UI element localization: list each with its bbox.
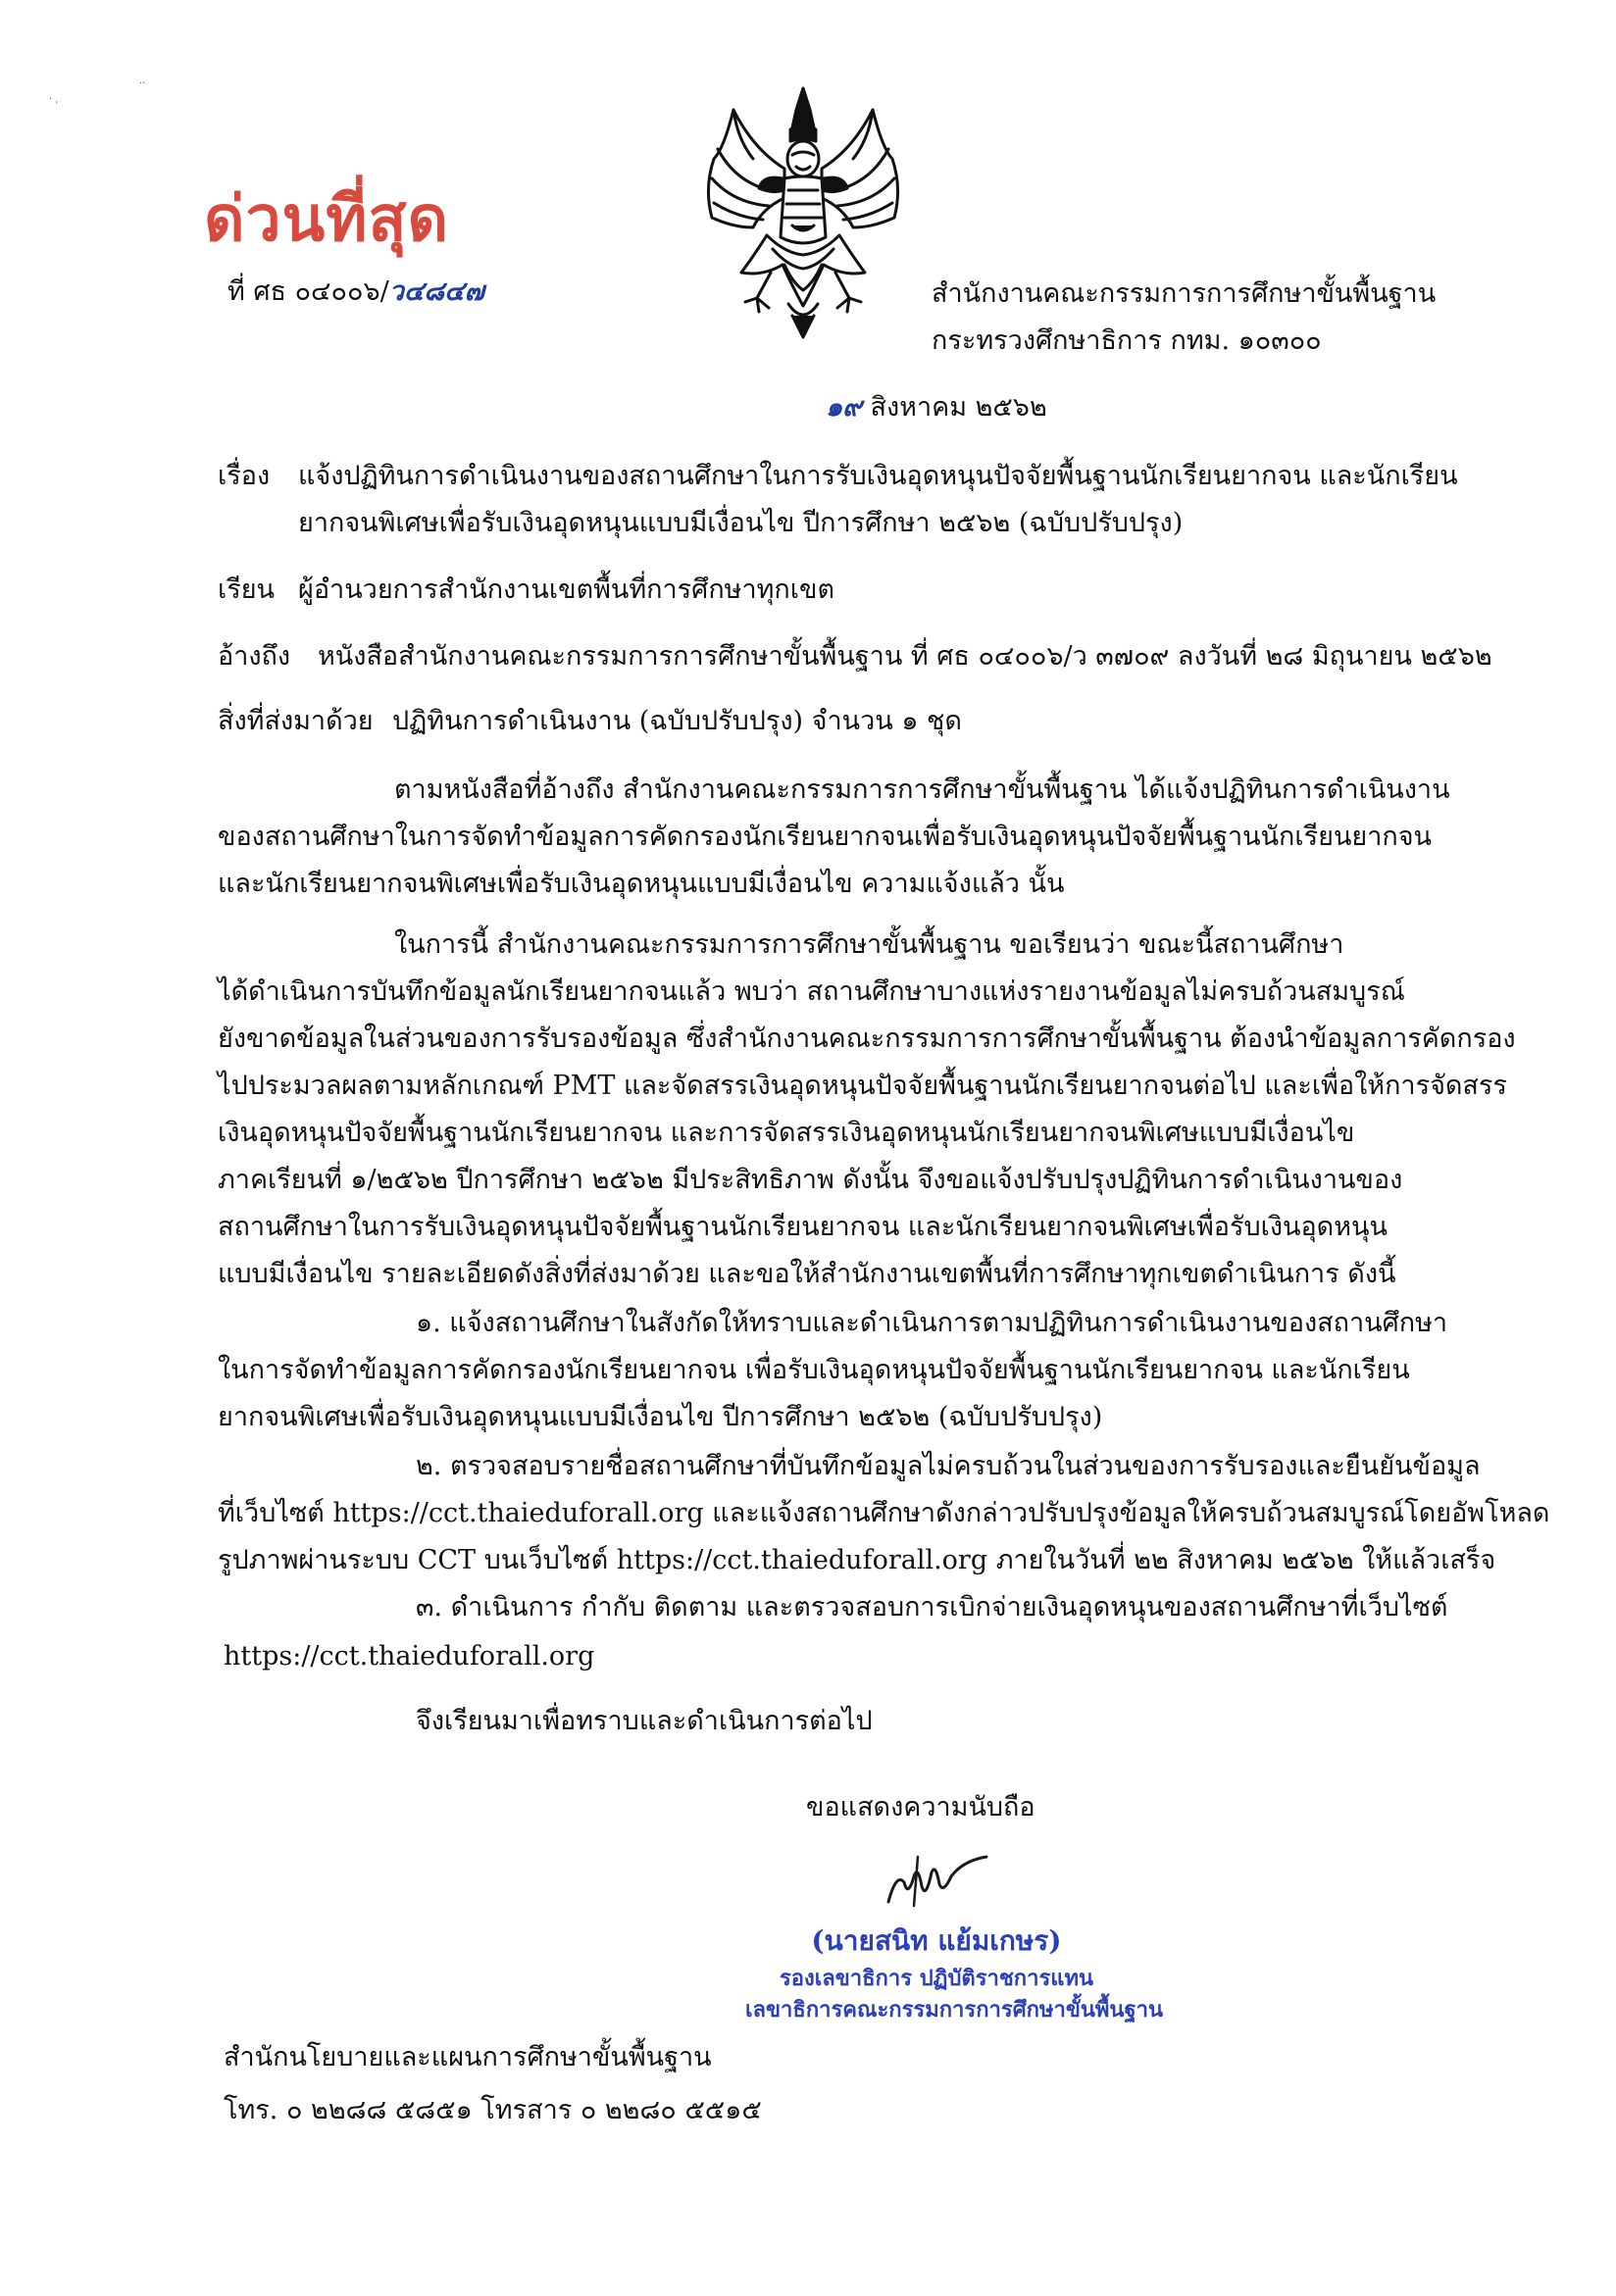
ref-prefix: ที่ ศธ ๐๔๐๐๖/: [227, 276, 389, 307]
body-p2-line-7: สถานศึกษาในการรับเงินอุดหนุนปัจจัยพื้นฐานนักเรียนยากจน และนักเรียนยากจนพิเศษเพื่อรับเงินอุดหนุน: [218, 1212, 1388, 1242]
item-3-line-1: ๓. ดำเนินการ กำกับ ติดตาม และตรวจสอบการเบิกจ่ายเงินอุดหนุนของสถานศึกษาที่เว็บไซต์: [416, 1592, 1448, 1622]
body-p2-line-3: ยังขาดข้อมูลในส่วนของการรับรองข้อมูล ซึ่งสำนักงานคณะกรรมการการศึกษาขั้นพื้นฐาน ต้องนำข้อมูลการคัดกรอง: [218, 1023, 1516, 1054]
item-3-line-2: https://cct.thaieduforall.org: [224, 1641, 595, 1672]
subject-text-1: แจ้งปฏิทินการดำเนินงานของสถานศึกษาในการรับเงินอุดหนุนปัจจัยพื้นฐานนักเรียนยากจน และนักเรียน: [298, 461, 1458, 491]
date-day: ๑๙: [826, 392, 862, 423]
document-date: [826, 384, 1047, 431]
reference-label: อ้างถึง: [218, 641, 291, 672]
footer-office: สำนักนโยบายและแผนการศึกษาขั้นพื้นฐาน: [224, 2042, 712, 2072]
enclosure-value: ปฏิทินการดำเนินงาน (ฉบับปรับปรุง) จำนวน ๑ ชุด: [392, 706, 962, 736]
item-2-line-3: รูปภาพผ่านระบบ CCT บนเว็บไซต์ https://cct.thaieduforall.org ภายในวันที่ ๒๒ สิงหาคม ๒๕๖๒ ให้แล้วเสร็จ: [218, 1545, 1496, 1575]
body-p2-line-1: ในการนี้ สำนักงานคณะกรรมการการศึกษาขั้นพื้นฐาน ขอเรียนว่า ขณะนี้สถานศึกษา: [394, 929, 1344, 960]
org-line-2: กระทรวงศึกษาธิการ กทม. ๑๐๓๐๐: [932, 325, 1322, 356]
urgency-stamp: ด่วนที่สุด: [204, 183, 450, 256]
signatory-name: (นายสนิท แย้มเกษร): [811, 1924, 1062, 1957]
reference: [218, 633, 1492, 680]
footer-contact: โทร. ๐ ๒๒๘๘ ๕๘๕๑ โทรสาร ๐ ๒๒๘๐ ๕๕๑๕: [224, 2095, 762, 2125]
body-p2-line-2: ได้ดำเนินการบันทึกข้อมูลนักเรียนยากจนแล้ว พบว่า สถานศึกษาบางแห่งรายงานข้อมูลไม่ครบถ้วนสมบูรณ์: [218, 976, 1405, 1007]
date-month-year: สิงหาคม ๒๕๖๒: [861, 392, 1047, 423]
org-line-1: สำนักงานคณะกรรมการการศึกษาขั้นพื้นฐาน: [932, 278, 1437, 309]
body-p2-line-5: เงินอุดหนุนปัจจัยพื้นฐานนักเรียนยากจน และการจัดสรรเงินอุดหนุนนักเรียนยากจนพิเศษแบบมีเงื่อนไข: [218, 1118, 1355, 1148]
signatory-position-1: รองเลขาธิการ ปฏิบัติราชการแทน: [779, 1966, 1094, 1991]
subject-line-1: [218, 453, 1458, 500]
item-1-line-1: ๑. แจ้งสถานศึกษาในสังกัดให้ทราบและดำเนินการตามปฏิทินการดำเนินงานของสถานศึกษา: [416, 1308, 1448, 1338]
document-ref: [227, 269, 484, 316]
item-2-line-1: ๒. ตรวจสอบรายชื่อสถานศึกษาที่บันทึกข้อมูลไม่ครบถ้วนในส่วนของการรับรองและยืนยันข้อมูล: [416, 1451, 1481, 1481]
body-p1-line-3: และนักเรียนยากจนพิเศษเพื่อรับเงินอุดหนุนแบบมีเงื่อนไข ความแจ้งแล้ว นั้น: [218, 869, 1065, 899]
regards: ขอแสดงความนับถือ: [806, 1792, 1035, 1822]
scan-speck: · ˌ: [49, 94, 59, 105]
garuda-emblem-icon: [694, 80, 912, 343]
body-p2-line-4: ไปประมวลผลตามหลักเกณฑ์ PMT และจัดสรรเงินอุดหนุนปัจจัยพื้นฐานนักเรียนยากจนต่อไป และเพื่อให้การจัดสรร: [218, 1071, 1507, 1101]
item-2-line-2: ที่เว็บไซต์ https://cct.thaieduforall.org และแจ้งสถานศึกษาดังกล่าวปรับปรุงข้อมูลให้ครบถ้วนสมบูรณ์โดยอัพโหลด: [218, 1498, 1550, 1528]
issuing-org: [932, 271, 1436, 365]
enclosure-label: สิ่งที่ส่งมาด้วย: [218, 706, 374, 736]
signatory-block: [745, 1920, 1163, 2025]
body-p2-line-6: ภาคเรียนที่ ๑/๒๕๖๒ ปีการศึกษา ๒๕๖๒ มีประสิทธิภาพ ดังนั้น จึงขอแจ้งปรับปรุงปฏิทินการดำเนินงานของ: [218, 1165, 1403, 1195]
subject-line-2: ยากจนพิเศษเพื่อรับเงินอุดหนุนแบบมีเงื่อนไข ปีการศึกษา ๒๕๖๒ (ฉบับปรับปรุง): [298, 508, 1184, 538]
signatory-position-2: เลขาธิการคณะกรรมการการศึกษาขั้นพื้นฐาน: [745, 1997, 1163, 2022]
footer: [224, 2034, 762, 2134]
handwritten-signature-icon: [879, 1843, 996, 1922]
subject-label: เรื่อง: [218, 461, 271, 491]
item-1-line-3: ยากจนพิเศษเพื่อรับเงินอุดหนุนแบบมีเงื่อนไข ปีการศึกษา ๒๕๖๒ (ฉบับปรับปรุง): [218, 1402, 1103, 1432]
body-p1-line-1: ตามหนังสือที่อ้างถึง สำนักงานคณะกรรมการการศึกษาขั้นพื้นฐาน ได้แจ้งปฏิทินการดำเนินงาน: [394, 774, 1450, 805]
body-p2-line-8: แบบมีเงื่อนไข รายละเอียดดังสิ่งที่ส่งมาด้วย และขอให้สำนักงานเขตพื้นที่การศึกษาทุกเขตดำเนินการ ดังนี้: [218, 1259, 1396, 1289]
ref-number: ว๔๘๔๗: [388, 276, 484, 307]
item-1-line-2: ในการจัดทำข้อมูลการคัดกรองนักเรียนยากจน เพื่อรับเงินอุดหนุนปัจจัยพื้นฐานนักเรียนยากจน และนักเรียน: [218, 1355, 1410, 1385]
scan-speck: ··: [139, 78, 146, 89]
enclosure: [218, 698, 962, 745]
addressee-label: เรียน: [218, 574, 276, 605]
body-p1-line-2: ของสถานศึกษาในการจัดทำข้อมูลการคัดกรองนักเรียนยากจนเพื่อรับเงินอุดหนุนปัจจัยพื้นฐานนักเรียนยากจน: [218, 822, 1433, 852]
addressee: [218, 567, 834, 614]
reference-value: หนังสือสำนักงานคณะกรรมการการศึกษาขั้นพื้นฐาน ที่ ศธ ๐๔๐๐๖/ว ๓๗๐๙ ลงวันที่ ๒๘ มิถุนายน ๒๕๖๒: [318, 641, 1492, 672]
addressee-value: ผู้อำนวยการสำนักงานเขตพื้นที่การศึกษาทุกเขต: [298, 574, 834, 605]
closing-line: จึงเรียนมาเพื่อทราบและดำเนินการต่อไป: [416, 1706, 873, 1736]
